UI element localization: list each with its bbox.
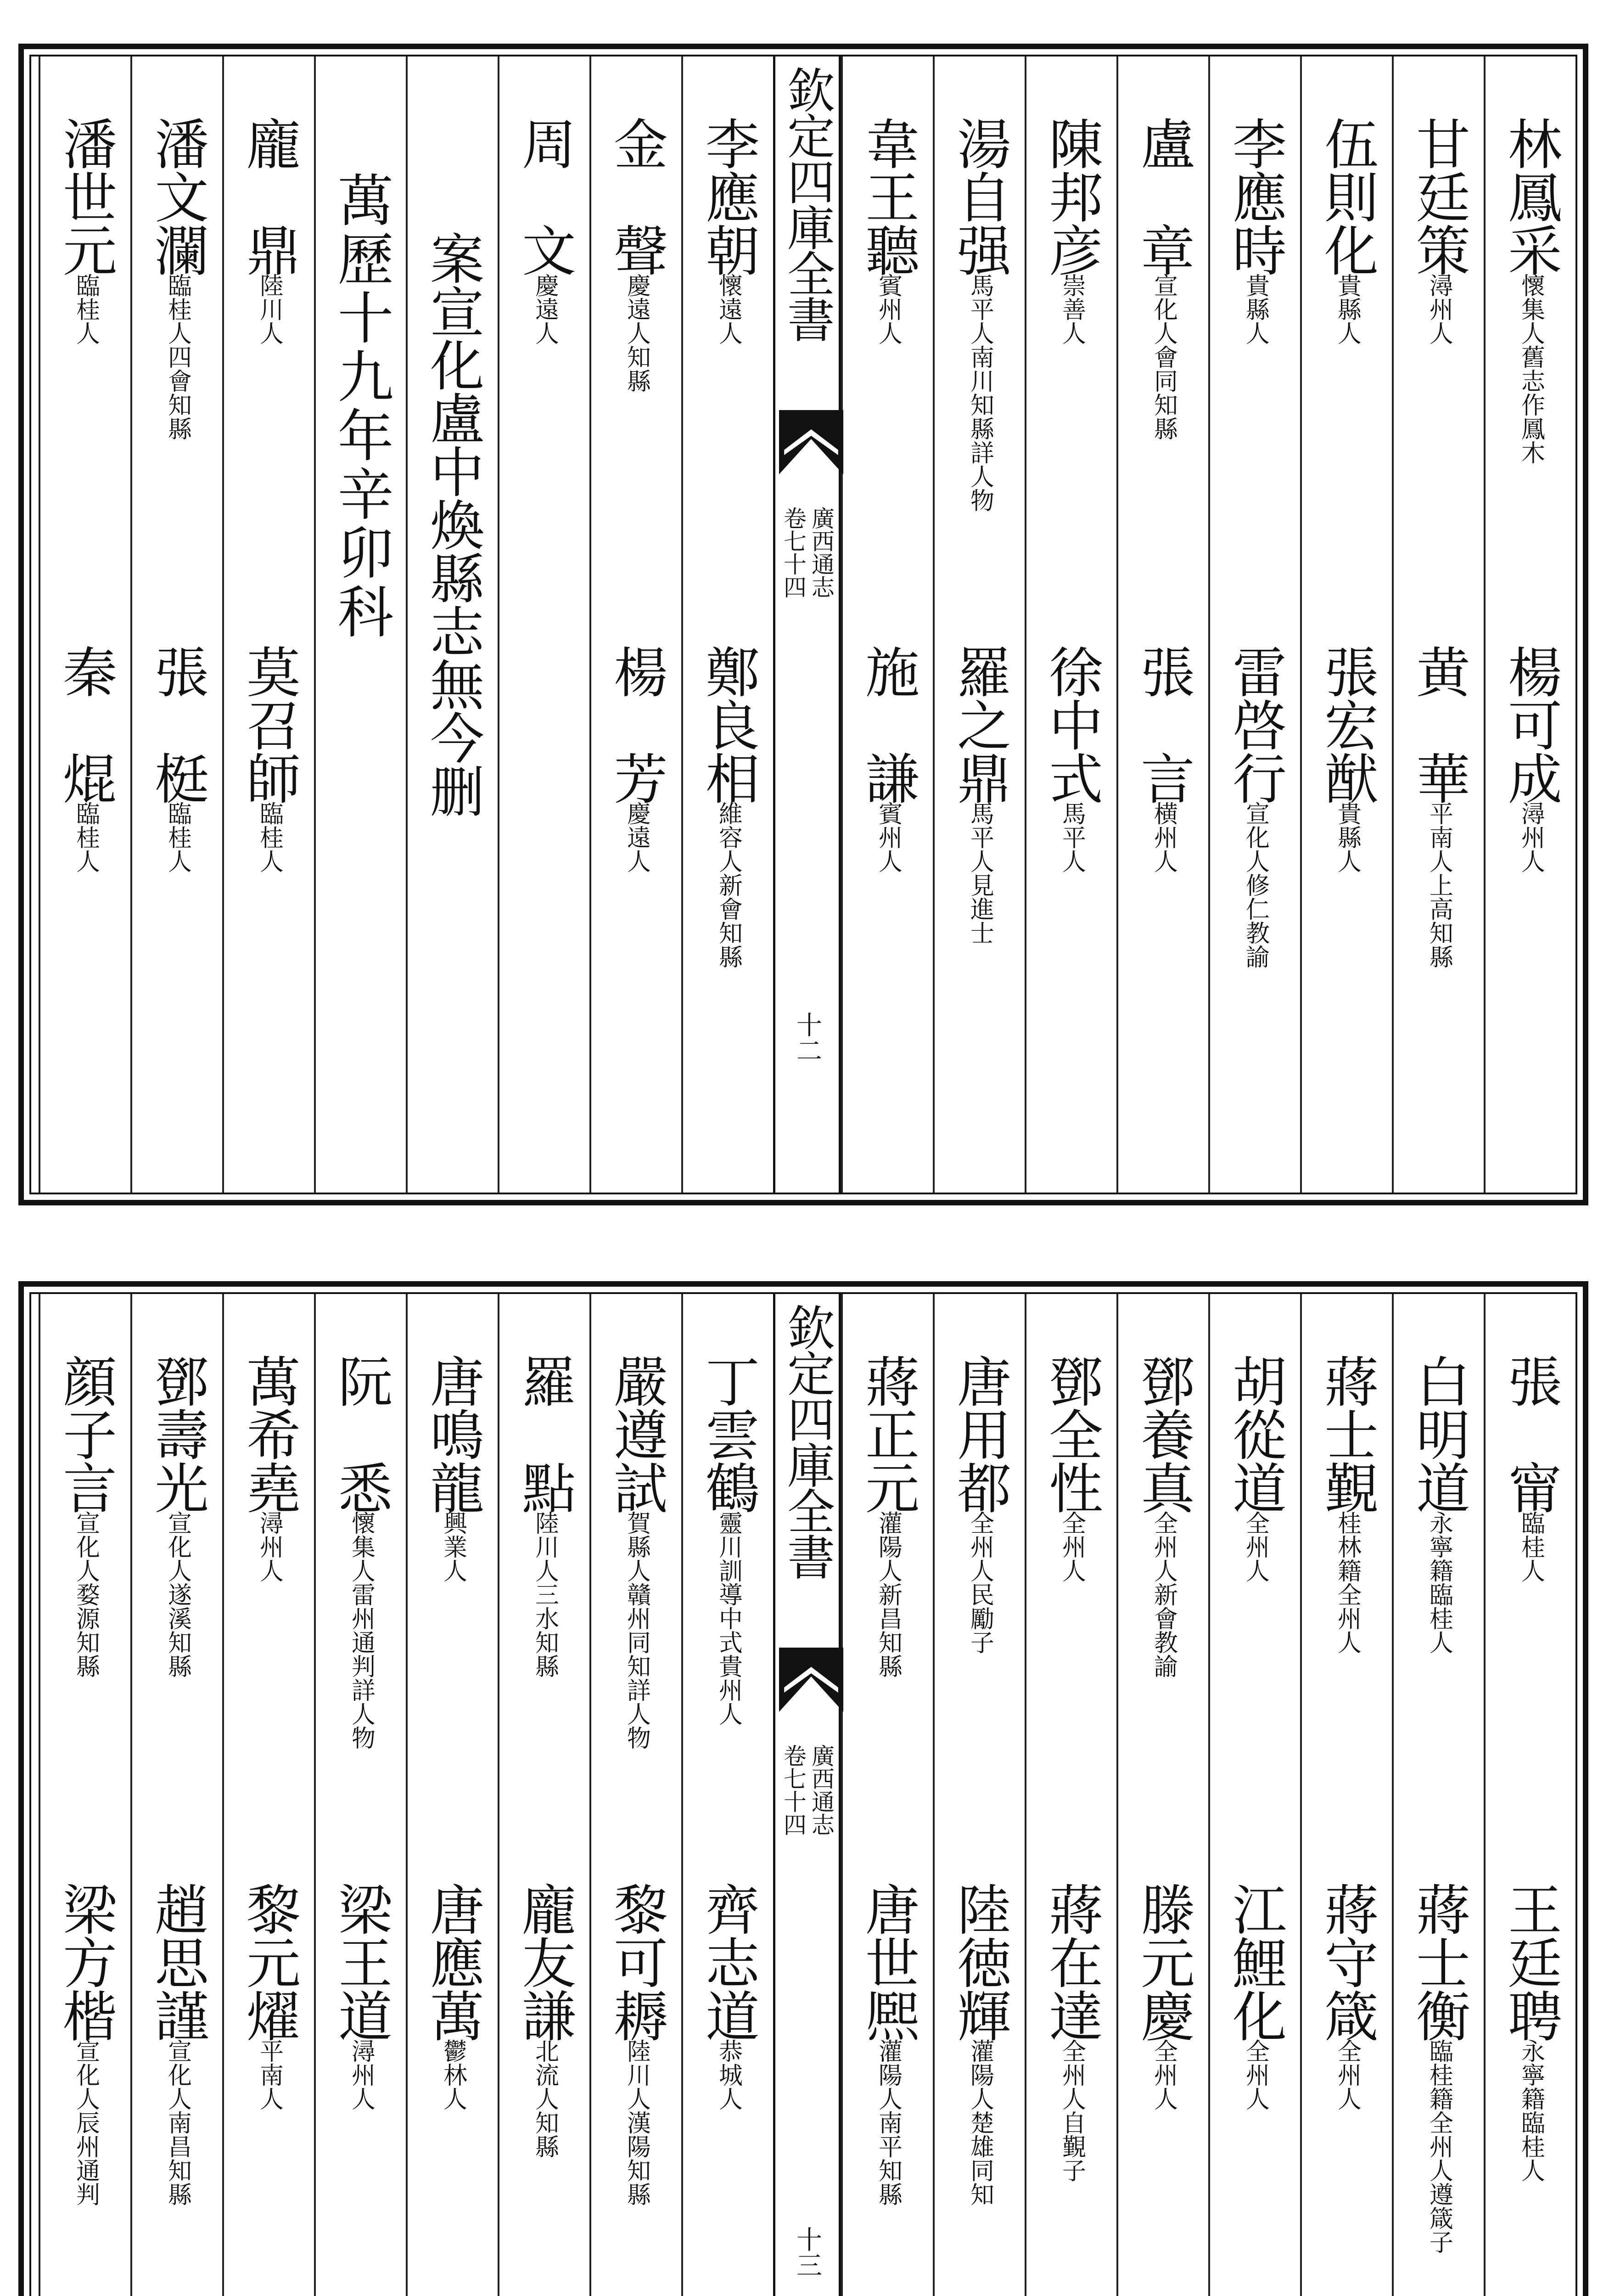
- person-name: 羅 點: [513, 1354, 576, 1514]
- entry-upper: [1026, 1354, 1116, 1582]
- person-name: 張 甯: [1499, 1354, 1562, 1514]
- person-note: 陸川人: [255, 273, 283, 345]
- person-name: 龐 鼎: [237, 116, 301, 276]
- person-name: 黄 華: [1407, 644, 1470, 804]
- person-name: 陸徳輝: [948, 1882, 1011, 2042]
- entry-upper: [1302, 1354, 1392, 1654]
- person-note: 全州人: [1241, 1511, 1269, 1582]
- person-name: 韋王聽: [856, 116, 919, 276]
- volume-book: 廣西通志: [808, 506, 835, 598]
- person-note: 臨桂人: [1517, 1511, 1545, 1582]
- person-name: 潘文瀾: [146, 116, 209, 276]
- person-name: 鄭良相: [696, 644, 760, 804]
- person-name: 滕元慶: [1132, 1882, 1195, 2042]
- person-name: 唐鳴龍: [421, 1354, 484, 1514]
- center-banner-column: [773, 1294, 841, 2296]
- person-note: 慶遠人: [622, 801, 650, 873]
- section-heading: [330, 171, 392, 642]
- person-name: 伍則化: [1315, 116, 1379, 276]
- entry-lower: [1026, 644, 1116, 873]
- person-note: 興業人: [439, 1511, 467, 1582]
- person-name: 陳邦彦: [1040, 116, 1103, 276]
- person-name: 阮 悉: [329, 1354, 392, 1514]
- person-name: 楊可成: [1499, 644, 1562, 804]
- person-name: 楊 芳: [605, 644, 668, 804]
- entry-lower: [132, 1882, 222, 2206]
- column: [39, 1294, 130, 2296]
- person-note: 桂林籍全州人: [1333, 1511, 1361, 1654]
- person-note: 灌陽人楚雄同知: [966, 2039, 994, 2206]
- person-name: 趙思謹: [146, 1882, 209, 2042]
- entry-upper: [132, 116, 222, 440]
- book-title: 欽定四庫全書: [779, 66, 835, 341]
- person-name: 黎元燿: [237, 1882, 301, 2042]
- column: [681, 1294, 773, 2296]
- person-note: 鬱林人: [439, 2039, 467, 2110]
- entry-upper: [1486, 1354, 1575, 1582]
- entry-lower: [408, 1882, 498, 2110]
- person-name: 蔣士覲: [1315, 1354, 1379, 1514]
- entry-lower: [1394, 644, 1484, 968]
- person-note: 永寧籍臨桂人: [1425, 1511, 1453, 1654]
- person-note: 靈川訓導中式貴州人: [714, 1511, 742, 1726]
- person-name: 鄧養真: [1132, 1354, 1195, 1514]
- person-note: 臨桂人: [72, 273, 100, 345]
- person-note: 全州人民勵子: [966, 1511, 994, 1654]
- person-note: 陸川人漢陽知縣: [622, 2039, 650, 2206]
- person-note: 灌陽人南平知縣: [874, 2039, 902, 2206]
- column: [130, 56, 222, 1193]
- person-note: 横州人: [1149, 801, 1177, 873]
- column: [406, 56, 498, 1193]
- entry-lower: [935, 644, 1025, 945]
- person-name: 黎可耨: [605, 1882, 668, 2042]
- entry-lower: [1486, 644, 1575, 873]
- person-name: 胡從道: [1223, 1354, 1287, 1514]
- entry-upper: [1486, 116, 1575, 464]
- person-note: 恭城人: [714, 2039, 742, 2110]
- column: [841, 56, 933, 1193]
- person-note: 慶遠人知縣: [622, 273, 650, 393]
- entry-upper: [132, 1354, 222, 1678]
- person-name: 唐應萬: [421, 1882, 484, 2042]
- entry-lower: [40, 1882, 130, 2206]
- column: [498, 56, 589, 1193]
- person-name: 蔣在達: [1040, 1882, 1103, 2042]
- column: [1116, 56, 1208, 1193]
- person-note: 平南人: [255, 2039, 283, 2110]
- person-name: 白明道: [1407, 1354, 1470, 1514]
- person-note: 陸川人三水知縣: [531, 1511, 559, 1678]
- folio-number: 十三: [792, 2226, 822, 2278]
- column: [589, 56, 681, 1193]
- person-name: 梁方楷: [54, 1882, 117, 2042]
- entry-upper: [1302, 116, 1392, 345]
- person-name: 張宏猷: [1315, 644, 1379, 804]
- entry-lower: [1486, 1882, 1575, 2182]
- entry-upper: [843, 116, 933, 345]
- entry-lower: [843, 644, 933, 873]
- entry-upper: [1210, 1354, 1300, 1582]
- entry-upper: [224, 1354, 314, 1582]
- entry-lower: [683, 644, 773, 968]
- entry-upper: [1394, 1354, 1484, 1654]
- entry-lower: [1210, 1882, 1300, 2110]
- column: [498, 1294, 589, 2296]
- entry-upper: [683, 116, 773, 345]
- person-name: 丁雲鶴: [696, 1354, 760, 1514]
- column: [1025, 56, 1116, 1193]
- person-name: 萬希堯: [237, 1354, 301, 1514]
- top-columns: [31, 56, 1575, 1193]
- section-heading-text: 萬歷十九年辛卯科: [328, 171, 393, 642]
- person-note: 宣化人南昌知縣: [163, 2039, 191, 2206]
- entry-upper: [499, 116, 589, 345]
- entry-upper: [935, 1354, 1025, 1654]
- person-note: 臨桂人四會知縣: [163, 273, 191, 440]
- fish-tail-mark-icon: [779, 1648, 843, 1712]
- person-note: 永寧籍臨桂人: [1517, 2039, 1545, 2182]
- volume-number: 卷七十四: [780, 1744, 807, 1836]
- entry-lower: [1118, 644, 1208, 873]
- person-name: 王廷聘: [1499, 1882, 1562, 2042]
- person-name: 湯自强: [948, 116, 1011, 276]
- column: [39, 56, 130, 1193]
- entry-lower: [1394, 1882, 1484, 2254]
- person-note: 宣化人會同知縣: [1149, 273, 1177, 440]
- folio-number: 十二: [792, 1012, 822, 1063]
- person-name: 鄧全性: [1040, 1354, 1103, 1514]
- person-name: 徐中式: [1040, 644, 1103, 804]
- person-name: 梁王道: [329, 1882, 392, 2042]
- person-note: 臨桂人: [255, 801, 283, 873]
- entry-upper: [683, 1354, 773, 1726]
- person-name: 江鯉化: [1223, 1882, 1287, 2042]
- person-note: 臨桂籍全州人遵箴子: [1425, 2039, 1453, 2254]
- person-name: 鄧壽光: [146, 1354, 209, 1514]
- person-note: 全州人自覲子: [1058, 2039, 1086, 2182]
- entry-upper: [316, 1354, 406, 1750]
- person-name: 張 言: [1132, 644, 1195, 804]
- person-name: 盧 章: [1132, 116, 1195, 276]
- entry-lower: [316, 1882, 406, 2110]
- person-name: 龐友謙: [513, 1882, 576, 2042]
- person-note: 臨桂人: [72, 801, 100, 873]
- entry-upper: [591, 116, 681, 393]
- person-name: 金 聲: [605, 116, 668, 276]
- column: [1025, 1294, 1116, 2296]
- entry-upper: [40, 116, 130, 345]
- person-note: 宣化人辰州通判: [72, 2039, 100, 2206]
- person-note: 賓州人: [874, 801, 902, 873]
- volume-book: 廣西通志: [808, 1744, 835, 1836]
- fish-tail-mark-icon: [779, 410, 843, 474]
- entry-lower: [1026, 1882, 1116, 2182]
- person-note: 馬平人見進士: [966, 801, 994, 945]
- column: [841, 1294, 933, 2296]
- person-note: 懷集人雷州通判詳人物: [347, 1511, 375, 1750]
- person-note: 全州人新會教諭: [1149, 1511, 1177, 1678]
- person-name: 顔子言: [54, 1354, 117, 1514]
- person-note: 潯州人: [347, 2039, 375, 2110]
- entry-lower: [1302, 644, 1392, 873]
- person-note: 維容人新會知縣: [714, 801, 742, 968]
- person-name: 雷啓行: [1223, 644, 1287, 804]
- person-name: 唐用都: [948, 1354, 1011, 1514]
- person-note: 宣化人婺源知縣: [72, 1511, 100, 1678]
- column: [1484, 56, 1575, 1193]
- column: [589, 1294, 681, 2296]
- column: [314, 56, 406, 1193]
- center-banner-column: [773, 56, 841, 1193]
- column: [222, 1294, 314, 2296]
- entry-upper: [1394, 116, 1484, 345]
- column: [1392, 56, 1484, 1193]
- person-note: 潯州人: [1425, 273, 1453, 345]
- entry-upper: [935, 116, 1025, 512]
- person-note: 臨桂人: [163, 801, 191, 873]
- entry-lower: [935, 1882, 1025, 2206]
- person-name: 甘廷策: [1407, 116, 1470, 276]
- person-name: 莫召師: [237, 644, 301, 804]
- person-name: 齊志道: [696, 1882, 760, 2042]
- entry-lower: [1210, 644, 1300, 968]
- person-note: 賓州人: [874, 273, 902, 345]
- person-note: 貴縣人: [1333, 801, 1361, 873]
- person-name: 蔣正元: [856, 1354, 919, 1514]
- column: [681, 56, 773, 1193]
- person-note: 貴縣人: [1333, 273, 1361, 345]
- book-title: 欽定四庫全書: [779, 1303, 835, 1579]
- person-note: 全州人: [1241, 2039, 1269, 2110]
- person-note: 潯州人: [1517, 801, 1545, 873]
- person-note: 宣化人遂溪知縣: [163, 1511, 191, 1678]
- column: [314, 1294, 406, 2296]
- editorial-note-text: 案宣化盧中煥縣志無今删: [421, 231, 484, 817]
- entry-upper: [1026, 116, 1116, 345]
- person-note: 潯州人: [255, 1511, 283, 1582]
- entry-lower: [1118, 1882, 1208, 2110]
- column: [1300, 1294, 1392, 2296]
- entry-lower: [224, 1882, 314, 2110]
- person-note: 賀縣人贛州同知詳人物: [622, 1511, 650, 1750]
- entry-lower: [591, 644, 681, 873]
- person-note: 北流人知縣: [531, 2039, 559, 2158]
- column: [222, 56, 314, 1193]
- person-note: 崇善人: [1058, 273, 1086, 345]
- column: [1116, 1294, 1208, 2296]
- entry-lower: [132, 644, 222, 873]
- person-name: 李應朝: [696, 116, 760, 276]
- top-page: [18, 44, 1588, 1205]
- person-name: 唐世熈: [856, 1882, 919, 2042]
- person-name: 施 謙: [856, 644, 919, 804]
- person-name: 秦 焜: [54, 644, 117, 804]
- entry-lower: [1302, 1882, 1392, 2110]
- column: [933, 1294, 1025, 2296]
- column: [130, 1294, 222, 2296]
- person-note: 懷遠人: [714, 273, 742, 345]
- column: [933, 56, 1025, 1193]
- entry-lower: [40, 644, 130, 873]
- entry-lower: [224, 644, 314, 873]
- entry-lower: [843, 1882, 933, 2206]
- entry-upper: [1118, 1354, 1208, 1678]
- entry-lower: [683, 1882, 773, 2110]
- person-name: 羅之鼎: [948, 644, 1011, 804]
- person-name: 蔣守箴: [1315, 1882, 1379, 2042]
- person-name: 張 梃: [146, 644, 209, 804]
- person-note: 馬平人: [1058, 801, 1086, 873]
- entry-lower: [499, 1882, 589, 2158]
- person-note: 全州人: [1149, 2039, 1177, 2110]
- column: [1208, 56, 1300, 1193]
- entry-upper: [1210, 116, 1300, 345]
- person-name: 潘世元: [54, 116, 117, 276]
- column: [1208, 1294, 1300, 2296]
- bottom-page: [18, 1281, 1588, 2296]
- person-note: 懷集人舊志作鳳木: [1517, 273, 1545, 464]
- entry-upper: [408, 1354, 498, 1582]
- person-note: 宣化人修仁教諭: [1241, 801, 1269, 968]
- person-name: 林鳳采: [1499, 116, 1562, 276]
- person-note: 灌陽人新昌知縣: [874, 1511, 902, 1678]
- person-note: 慶遠人: [531, 273, 559, 345]
- person-note: 馬平人南川知縣詳人物: [966, 273, 994, 512]
- person-note: 平南人上高知縣: [1425, 801, 1453, 968]
- person-name: 周 文: [513, 116, 576, 276]
- entry-upper: [224, 116, 314, 345]
- entry-lower: [591, 1882, 681, 2206]
- entry-upper: [591, 1354, 681, 1750]
- entry-upper: [843, 1354, 933, 1678]
- person-note: 全州人: [1333, 2039, 1361, 2110]
- entry-upper: [1118, 116, 1208, 440]
- entry-upper: [499, 1354, 589, 1678]
- bottom-columns: [31, 1294, 1575, 2296]
- person-note: 全州人: [1058, 1511, 1086, 1582]
- person-name: 嚴遵試: [605, 1354, 668, 1514]
- editorial-note: [408, 231, 498, 817]
- person-name: 李應時: [1223, 116, 1287, 276]
- volume-number: 卷七十四: [780, 506, 807, 598]
- person-note: 貴縣人: [1241, 273, 1269, 345]
- person-name: 蔣士衡: [1407, 1882, 1470, 2042]
- column: [1392, 1294, 1484, 2296]
- column: [1300, 56, 1392, 1193]
- column: [1484, 1294, 1575, 2296]
- column: [406, 1294, 498, 2296]
- entry-upper: [40, 1354, 130, 1678]
